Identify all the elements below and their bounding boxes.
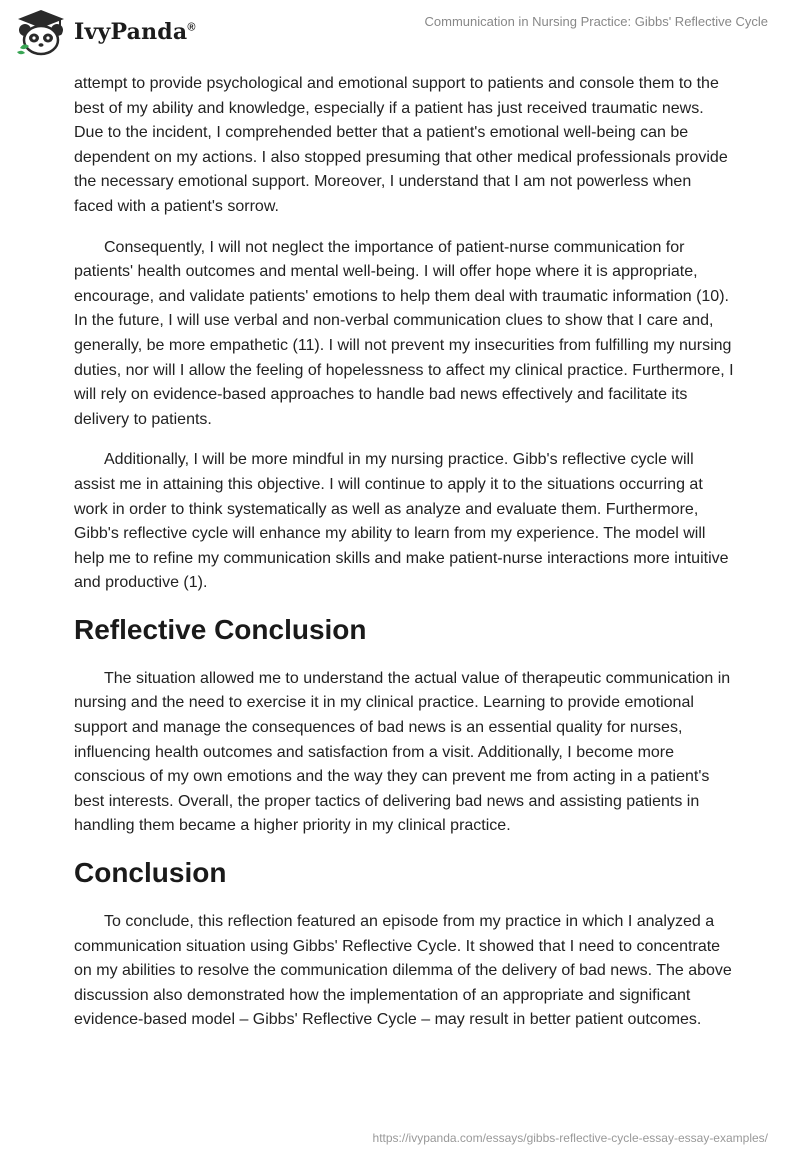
section-heading-reflective-conclusion: Reflective Conclusion: [74, 613, 367, 645]
paragraph: Consequently, I will not neglect the importance of patient-nurse communication for patients' health outcomes and mental well-being. I will offer hope where it is appropriate, encourage, and validate patients' emotions to help them deal with traumatic information (10). In the future, I will use verbal and non-verbal communication clues to show that I care and, generally, be more empathetic (11). I will not prevent my insecurities from fulfilling my nursing duties, nor will I allow the feeling of hopelessness to affect my clinical practice. Furthermore, I will rely on evidence-based approaches to handle bad news effectively and facilitate its delivery to patients.: [74, 238, 734, 428]
source-url[interactable]: https://ivypanda.com/essays/gibbs-reflective-cycle-essay-essay-examples/: [372, 1131, 768, 1145]
essay-body: [74, 72, 734, 1049]
paragraph: To conclude, this reflection featured an episode from my practice in which I analyzed a communication situation using Gibbs' Reflective Cycle. It showed that I need to concentrate on my abilities to resolve the communication dilemma of the delivery of bad news. The above discussion also demonstrated how the implementation of an appropriate and significant evidence-based model – Gibbs' Reflective Cycle – may result in better patient outcomes.: [74, 913, 732, 1029]
document-title: Communication in Nursing Practice: Gibbs' Reflective Cycle: [424, 14, 768, 29]
logo[interactable]: [14, 8, 196, 56]
paragraph: Additionally, I will be more mindful in my nursing practice. Gibb's reflective cycle will assist me in attaining this objective. I will continue to apply it to the situations occurring at work in order to think systematically as well as analyze and evaluate them. Furthermore, Gibb's reflective cycle will enhance my ability to learn from my experience. The model will help me to refine my communication skills and make patient-nurse interactions more intuitive and productive (1).: [74, 451, 729, 592]
logo-text: IvyPanda®: [74, 19, 196, 45]
registered-mark: ®: [187, 21, 196, 34]
paragraph: attempt to provide psychological and emotional support to patients and console them to the best of my ability and knowledge, especially if a patient has just received traumatic news. Due to the incident, I comprehended better that a patient's emotional well-being can be dependent on my actions. I also stopped presuming that other medical professionals provide the necessary emotional support. Moreover, I understand that I am not powerless when faced with a patient's sorrow.: [74, 75, 728, 215]
section-heading-conclusion: Conclusion: [74, 857, 227, 889]
paragraph: The situation allowed me to understand the actual value of therapeutic communication in nursing and the need to exercise it in my clinical practice. Learning to provide emotional support and manage the consequences of bad news is an essential quality for nurses, influencing health outcomes and satisfaction from a visit. Additionally, I become more conscious of my own emotions and the way they can prevent me from acting in a patient's best interests. Overall, the proper tactics of delivering bad news and assisting patients in handling them became a higher priority in my clinical practice.: [74, 669, 731, 835]
panda-logo-icon: [14, 8, 68, 56]
page-header: [0, 0, 800, 70]
